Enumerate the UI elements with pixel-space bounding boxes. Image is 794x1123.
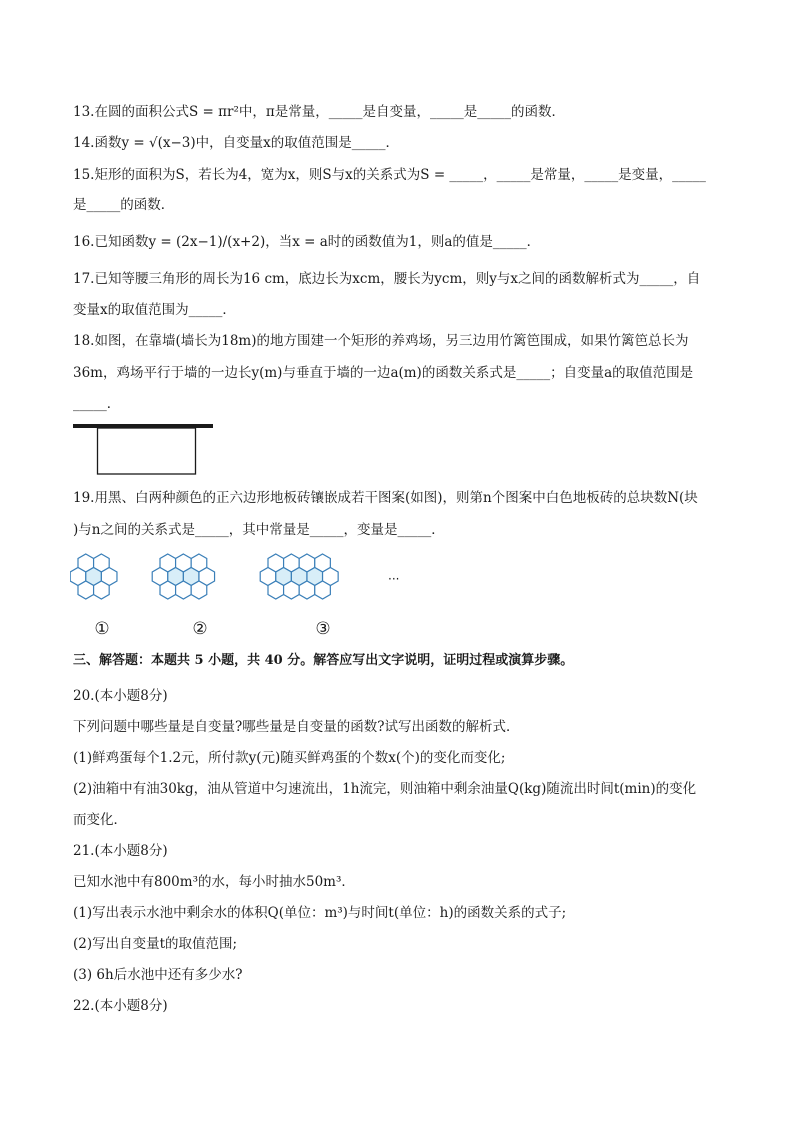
- question-13: 13.在圆的面积公式S = πr²中，π是常量，_____是自变量，_____是_____的函数．: [73, 104, 565, 120]
- black-tile: [191, 581, 207, 599]
- question-21-title: 21.(本小题8分): [73, 843, 168, 859]
- question-20-part-1: (1)鲜鸡蛋每个1.2元，所付款y(元)随买鲜鸡蛋的个数x(个)的变化而变化;: [73, 750, 506, 766]
- question-20-prompt: 下列问题中哪些量是自变量?哪些量是自变量的函数?试写出函数的解析式．: [73, 719, 520, 735]
- question-20-part-2-line-1: (2)油箱中有油30kg，油从管道中匀速流出，1h流完，则油箱中剩余油量Q(kg)随流出时间t(min)的变化: [73, 781, 697, 797]
- question-15-line-1: 15.矩形的面积为S，若长为4，宽为x，则S与x的关系式为S = _____，_____是常量，_____是变量，_____: [73, 167, 706, 183]
- question-22-title: 22.(本小题8分): [73, 998, 168, 1014]
- black-tile: [176, 581, 192, 599]
- question-21-part-3: (3) 6h后水池中还有多少水?: [73, 967, 243, 983]
- ellipsis: ···: [388, 572, 400, 586]
- question-18-line-2: 36m，鸡场平行于墙的一边长y(m)与垂直于墙的一边a(m)的函数关系式是_____；自变量a的取值范围是: [73, 365, 694, 381]
- black-tile: [315, 581, 331, 599]
- figure-19-hexagon-patterns: [70, 550, 410, 645]
- question-18-line-1: 18.如图，在靠墙(墙长为18m)的地方围建一个矩形的养鸡场，另三边用竹篱笆围成，如果竹篱笆总长为: [73, 333, 689, 349]
- pattern-label-3: ③: [315, 619, 331, 639]
- question-20-title: 20.(本小题8分): [73, 688, 168, 704]
- enclosure-rect: [98, 428, 196, 474]
- question-21-part-2: (2)写出自变量t的取值范围;: [73, 936, 238, 952]
- question-18-line-3: _____．: [73, 396, 121, 412]
- black-tile: [94, 581, 110, 599]
- black-tile: [284, 581, 300, 599]
- question-16: 16.已知函数y = (2x−1)/(x+2)，当x = a时的函数值为1，则a的值是_____．: [73, 234, 541, 250]
- black-tile: [160, 581, 176, 599]
- black-tile: [268, 581, 284, 599]
- question-19-line-1: 19.用黑、白两种颜色的正六边形地板砖镶嵌成若干图案(如图)，则第n个图案中白色地板砖的总块数N(块: [73, 490, 698, 506]
- section-heading-3: 三、解答题：本题共 5 小题，共 40 分。解答应写出文字说明，证明过程或演算步骤。: [73, 653, 574, 668]
- question-21-prompt: 已知水池中有800m³的水，每小时抽水50m³．: [73, 874, 355, 890]
- question-20-part-2-line-2: 而变化．: [73, 812, 127, 828]
- pattern-label-1: ①: [94, 619, 110, 639]
- question-14: 14.函数y = √(x−3)中，自变量x的取值范围是_____．: [73, 135, 400, 151]
- figure-18-enclosure: [70, 420, 220, 480]
- question-15-line-2: 是_____的函数．: [73, 197, 175, 213]
- black-tile: [78, 581, 94, 599]
- question-21-part-1: (1)写出表示水池中剩余水的体积Q(单位：m³)与时间t(单位：h)的函数关系的式子;: [73, 905, 567, 921]
- pattern-label-2: ②: [192, 619, 208, 639]
- hexagon-tiles: [70, 554, 338, 599]
- question-19-line-2: )与n之间的关系式是_____，其中常量是_____，变量是_____．: [73, 522, 445, 538]
- question-17-line-2: 变量x的取值范围为_____．: [73, 302, 236, 318]
- black-tile: [299, 581, 315, 599]
- question-17-line-1: 17.已知等腰三角形的周长为16 cm，底边长为xcm，腰长为ycm，则y与x之间的函数解析式为_____，自: [73, 271, 701, 287]
